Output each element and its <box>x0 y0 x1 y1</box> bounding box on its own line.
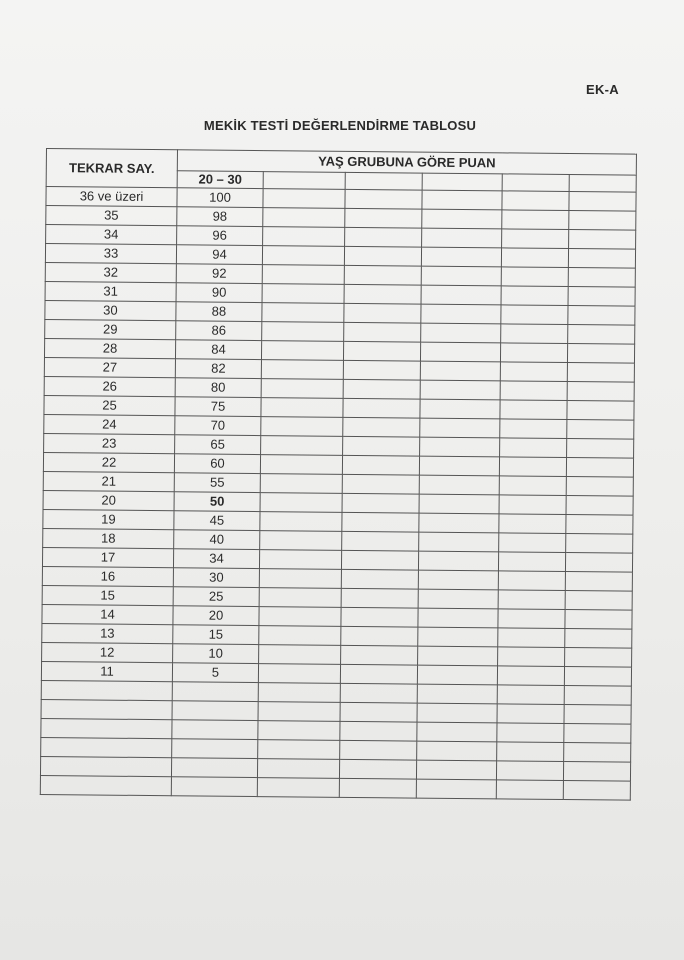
empty-cell <box>262 322 344 342</box>
empty-cell <box>500 381 567 401</box>
score-cell <box>172 739 258 759</box>
empty-cell <box>496 761 563 781</box>
score-cell: 15 <box>173 625 259 645</box>
empty-cell <box>344 303 421 323</box>
empty-cell <box>565 591 632 611</box>
empty-cell <box>344 246 421 266</box>
empty-cell <box>418 551 498 571</box>
empty-cell <box>422 190 502 210</box>
empty-cell <box>345 208 422 228</box>
empty-cell <box>417 665 497 685</box>
reps-cell <box>41 680 172 700</box>
empty-cell <box>421 285 501 305</box>
age-group-score-header: YAŞ GRUBUNA GÖRE PUAN <box>177 150 636 175</box>
empty-cell <box>564 723 631 743</box>
age-group-header-5 <box>569 175 636 193</box>
empty-cell <box>420 418 500 438</box>
empty-cell <box>339 759 416 779</box>
empty-cell <box>567 363 634 383</box>
empty-cell <box>418 646 498 666</box>
score-cell: 55 <box>174 473 260 493</box>
empty-cell <box>262 284 344 304</box>
empty-cell <box>416 779 496 799</box>
empty-cell <box>565 648 632 668</box>
age-group-header-3 <box>422 173 502 191</box>
empty-cell <box>499 495 566 515</box>
reps-cell: 36 ve üzeri <box>46 187 177 207</box>
empty-cell <box>341 569 418 589</box>
empty-cell <box>565 572 632 592</box>
reps-cell <box>41 718 172 738</box>
score-cell: 20 <box>173 606 259 626</box>
empty-cell <box>262 303 344 323</box>
annex-code: EK-A <box>586 82 619 97</box>
empty-cell <box>258 683 340 703</box>
empty-cell <box>342 493 419 513</box>
score-cell: 94 <box>176 245 262 265</box>
reps-cell: 35 <box>46 206 177 226</box>
reps-cell: 28 <box>44 338 175 358</box>
empty-cell <box>258 664 340 684</box>
empty-cell <box>498 628 565 648</box>
empty-cell <box>422 209 502 229</box>
reps-cell <box>41 699 172 719</box>
empty-cell <box>569 211 636 231</box>
empty-cell <box>420 380 500 400</box>
empty-cell <box>342 455 419 475</box>
empty-cell <box>258 702 340 722</box>
empty-cell <box>343 436 420 456</box>
score-cell: 75 <box>175 397 261 417</box>
empty-cell <box>261 417 343 437</box>
empty-cell <box>260 455 342 475</box>
empty-cell <box>498 647 565 667</box>
reps-cell: 13 <box>42 623 173 643</box>
empty-cell <box>259 569 341 589</box>
empty-cell <box>261 379 343 399</box>
empty-cell <box>565 610 632 630</box>
score-cell: 100 <box>177 188 263 208</box>
score-cell: 88 <box>176 302 262 322</box>
empty-cell <box>564 704 631 724</box>
empty-cell <box>345 227 422 247</box>
empty-cell <box>342 531 419 551</box>
reps-cell <box>41 737 172 757</box>
empty-cell <box>345 189 422 209</box>
score-cell: 84 <box>175 340 261 360</box>
score-cell: 45 <box>174 511 260 531</box>
empty-cell <box>497 704 564 724</box>
empty-cell <box>420 399 500 419</box>
reps-cell: 23 <box>44 433 175 453</box>
reps-column-header: TEKRAR SAY. <box>46 149 177 188</box>
evaluation-table <box>40 148 637 801</box>
empty-cell <box>421 323 501 343</box>
reps-cell: 34 <box>46 225 177 245</box>
empty-cell <box>501 248 568 268</box>
empty-cell <box>566 477 633 497</box>
score-cell: 92 <box>176 264 262 284</box>
empty-cell <box>263 227 345 247</box>
empty-cell <box>498 609 565 629</box>
empty-cell <box>257 778 339 798</box>
empty-cell <box>259 645 341 665</box>
empty-cell <box>418 589 498 609</box>
table-body <box>40 187 636 801</box>
score-cell: 25 <box>173 587 259 607</box>
empty-cell <box>341 588 418 608</box>
empty-cell <box>567 344 634 364</box>
empty-cell <box>500 419 567 439</box>
empty-cell <box>421 247 501 267</box>
empty-cell <box>259 588 341 608</box>
empty-cell <box>566 534 633 554</box>
empty-cell <box>340 702 417 722</box>
empty-cell <box>257 759 339 779</box>
empty-cell <box>419 456 499 476</box>
empty-cell <box>500 400 567 420</box>
empty-cell <box>262 246 344 266</box>
empty-cell <box>567 401 634 421</box>
empty-cell <box>564 742 631 762</box>
empty-cell <box>343 398 420 418</box>
empty-cell <box>260 474 342 494</box>
empty-cell <box>569 192 636 212</box>
score-cell <box>172 720 258 740</box>
reps-cell: 25 <box>44 395 175 415</box>
empty-cell <box>341 645 418 665</box>
empty-cell <box>259 626 341 646</box>
empty-cell <box>565 629 632 649</box>
reps-cell: 24 <box>44 414 175 434</box>
empty-cell <box>343 379 420 399</box>
empty-cell <box>497 742 564 762</box>
empty-cell <box>261 436 343 456</box>
empty-cell <box>567 420 634 440</box>
score-cell: 40 <box>174 530 260 550</box>
reps-cell: 11 <box>41 661 172 681</box>
empty-cell <box>420 361 500 381</box>
empty-cell <box>343 360 420 380</box>
document-title: MEKİK TESTİ DEĞERLENDİRME TABLOSU <box>203 118 477 133</box>
empty-cell <box>342 474 419 494</box>
empty-cell <box>496 780 563 800</box>
score-cell <box>172 701 258 721</box>
empty-cell <box>263 189 345 209</box>
reps-cell: 33 <box>45 244 176 264</box>
empty-cell <box>501 305 568 325</box>
empty-cell <box>501 267 568 287</box>
empty-cell <box>260 512 342 532</box>
empty-cell <box>498 552 565 572</box>
reps-cell: 29 <box>45 319 176 339</box>
empty-cell <box>501 324 568 344</box>
reps-cell <box>40 756 171 776</box>
empty-cell <box>564 686 631 706</box>
empty-cell <box>259 607 341 627</box>
empty-cell <box>421 266 501 286</box>
score-cell: 60 <box>174 454 260 474</box>
score-cell <box>171 777 257 797</box>
empty-cell <box>569 230 636 250</box>
empty-cell <box>420 342 500 362</box>
score-cell: 98 <box>177 207 263 227</box>
empty-cell <box>418 608 498 628</box>
empty-cell <box>417 703 497 723</box>
empty-cell <box>340 721 417 741</box>
reps-cell: 14 <box>42 604 173 624</box>
empty-cell <box>342 512 419 532</box>
empty-cell <box>421 304 501 324</box>
reps-cell: 30 <box>45 300 176 320</box>
score-cell <box>172 682 258 702</box>
score-cell: 30 <box>173 568 259 588</box>
empty-cell <box>261 360 343 380</box>
empty-cell <box>566 458 633 478</box>
empty-cell <box>344 265 421 285</box>
empty-cell <box>498 590 565 610</box>
empty-cell <box>340 683 417 703</box>
empty-cell <box>260 531 342 551</box>
score-cell: 50 <box>174 492 260 512</box>
empty-cell <box>344 284 421 304</box>
reps-cell: 18 <box>43 528 174 548</box>
reps-cell: 22 <box>43 452 174 472</box>
empty-cell <box>417 741 497 761</box>
empty-cell <box>499 476 566 496</box>
empty-cell <box>260 493 342 513</box>
age-group-header-0: 20 – 30 <box>177 171 263 189</box>
empty-cell <box>502 210 569 230</box>
score-cell: 90 <box>176 283 262 303</box>
empty-cell <box>566 496 633 516</box>
empty-cell <box>563 780 630 800</box>
reps-cell: 12 <box>42 642 173 662</box>
empty-cell <box>339 778 416 798</box>
age-group-header-4 <box>502 174 569 192</box>
empty-cell <box>497 685 564 705</box>
empty-cell <box>502 191 569 211</box>
reps-cell: 32 <box>45 262 176 282</box>
empty-cell <box>568 268 635 288</box>
age-group-header-1 <box>263 172 345 190</box>
empty-cell <box>261 398 343 418</box>
reps-cell <box>40 775 171 795</box>
score-cell: 82 <box>175 359 261 379</box>
empty-cell <box>417 722 497 742</box>
empty-cell <box>418 627 498 647</box>
age-group-header-2 <box>345 172 422 190</box>
reps-cell: 31 <box>45 281 176 301</box>
reps-cell: 15 <box>42 585 173 605</box>
empty-cell <box>419 494 499 514</box>
empty-cell <box>568 306 635 326</box>
empty-cell <box>497 666 564 686</box>
empty-cell <box>567 382 634 402</box>
empty-cell <box>261 341 343 361</box>
empty-cell <box>568 325 635 345</box>
empty-cell <box>422 228 502 248</box>
reps-cell: 27 <box>44 357 175 377</box>
empty-cell <box>568 249 635 269</box>
reps-cell: 20 <box>43 490 174 510</box>
reps-cell: 17 <box>42 547 173 567</box>
empty-cell <box>259 550 341 570</box>
empty-cell <box>499 514 566 534</box>
reps-cell: 16 <box>42 566 173 586</box>
empty-cell <box>563 761 630 781</box>
empty-cell <box>262 265 344 285</box>
empty-cell <box>502 229 569 249</box>
reps-cell: 21 <box>43 471 174 491</box>
empty-cell <box>343 417 420 437</box>
empty-cell <box>499 457 566 477</box>
empty-cell <box>500 343 567 363</box>
empty-cell <box>258 721 340 741</box>
empty-cell <box>500 362 567 382</box>
empty-cell <box>500 438 567 458</box>
reps-cell: 26 <box>44 376 175 396</box>
empty-cell <box>566 515 633 535</box>
empty-cell <box>343 341 420 361</box>
score-cell: 10 <box>173 644 259 664</box>
empty-cell <box>498 571 565 591</box>
empty-cell <box>568 287 635 307</box>
empty-cell <box>416 760 496 780</box>
empty-cell <box>258 740 340 760</box>
reps-cell: 19 <box>43 509 174 529</box>
empty-cell <box>419 513 499 533</box>
empty-cell <box>567 439 634 459</box>
empty-cell <box>565 553 632 573</box>
empty-cell <box>341 607 418 627</box>
score-cell: 70 <box>175 416 261 436</box>
empty-cell <box>341 550 418 570</box>
score-cell: 34 <box>173 549 259 569</box>
score-cell: 96 <box>177 226 263 246</box>
evaluation-table-wrapper <box>40 148 637 801</box>
score-cell: 5 <box>172 663 258 683</box>
empty-cell <box>418 570 498 590</box>
empty-cell <box>419 532 499 552</box>
score-cell: 86 <box>176 321 262 341</box>
empty-cell <box>564 667 631 687</box>
empty-cell <box>419 475 499 495</box>
empty-cell <box>501 286 568 306</box>
empty-cell <box>340 740 417 760</box>
score-cell: 65 <box>175 435 261 455</box>
empty-cell <box>497 723 564 743</box>
empty-cell <box>499 533 566 553</box>
score-cell <box>171 758 257 778</box>
score-cell: 80 <box>175 378 261 398</box>
empty-cell <box>420 437 500 457</box>
empty-cell <box>341 626 418 646</box>
empty-cell <box>263 208 345 228</box>
empty-cell <box>344 322 421 342</box>
empty-cell <box>417 684 497 704</box>
empty-cell <box>340 664 417 684</box>
